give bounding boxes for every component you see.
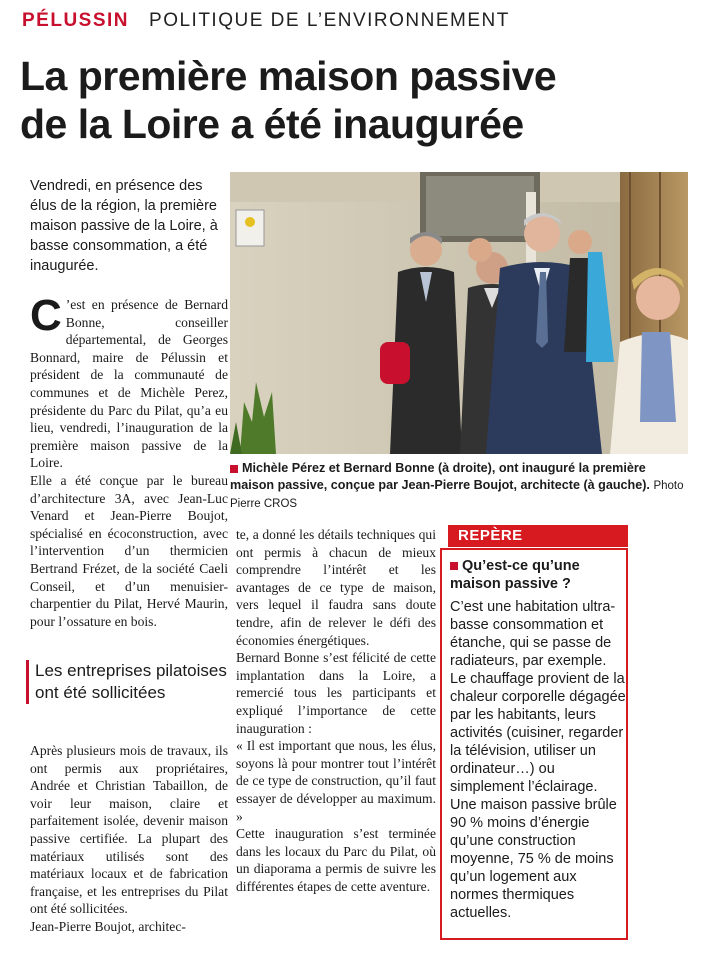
repere-body: C’est une habitation ultra-basse consommation et étanche, qui se passe de radiateurs, par exemple. Le chauffage provient de la chaleur corporelle dégagée par les habitants, leurs activités (cuisiner, regarder la télévision, utiliser un ordinateur…) ou simplement l’éclairage. Une maison passive brûle 90 % moins d’énergie qu’une construction moyenne, 75 % de moins qu’un logement aux normes thermiques actuelles. [450, 599, 626, 921]
paragraph [30, 291, 228, 472]
article-column-1-continued [30, 742, 228, 936]
photo-caption [230, 460, 688, 513]
headline-line-1: La première maison passive [20, 53, 557, 99]
section-label: POLITIQUE DE L’ENVIRONNEMENT [149, 10, 510, 31]
drop-cap: C [30, 291, 62, 340]
paragraph: te, a donné les détails techniques qui ont permis à chacun de mieux comprendre l’intérêt et les avantages de ce type de maison, vers lequel il faudra sans doute tendre, afin de relever le défi des économies énergétiques. [236, 527, 436, 648]
caption-text: Michèle Pérez et Bernard Bonne (à droite), ont inauguré la première maison passive, conçue par Jean-Pierre Boujot, architecte (à gauche). [230, 461, 650, 492]
article-kicker [22, 6, 510, 36]
paragraph: Bernard Bonne s’est félicité de cette implantation dans la Loire, a remercié tous les participants et expliqué l’importance de cette inauguration : [236, 650, 436, 736]
photo-credit: Photo Pierre CROS [230, 480, 684, 510]
question-square-marker [450, 562, 458, 570]
headline-line-2: de la Loire a été inaugurée [20, 101, 524, 147]
photo-illustration [230, 172, 688, 454]
repere-question-text: Qu’est-ce qu’une maison passive ? [450, 558, 580, 592]
subheading: Les entreprises pilatoises ont été sollicitées [26, 660, 235, 704]
paragraph: Elle a été conçue par le bureau d’architecture 3A, avec Jean-Luc Venard et Jean-Pierre Boujot, spécialisé en écoconstruction, avec l’intervention d’un thermicien Bertrand Frézet, de la société Caeli Conseil, et d’un menuisier-charpentier du Pilat, Hervé Maurin, pour l’ossature en bois. [30, 472, 228, 629]
article-column-1 [30, 291, 228, 630]
caption-square-marker [230, 465, 238, 473]
paragraph: Jean-Pierre Boujot, architec- [30, 918, 186, 934]
paragraph-text: ’est en présence de Bernard Bonne, conseiller départemental, de Georges Bonnard, maire de Pélussin et président de la communauté de communes et de Michèle Perez, présidente du Parc du Pilat, qu’a eu lieu, vendredi, l’inauguration de la première maison passive de la Loire. [30, 297, 228, 471]
standfirst: Vendredi, en présence des élus de la région, la première maison passive de la Loire, à basse consommation, a été inaugurée. [30, 178, 218, 274]
repere-question [450, 558, 622, 593]
paragraph: Après plusieurs mois de travaux, ils ont permis aux propriétaires, Andrée et Christian Tabaillon, de voir leur maison, claire et parfaitement isolée, devenir maison passive certifiée. La plupart des matériaux utilisés sont des matériaux locaux et de fabrication française, et les entreprises du Pilat ont été sollicitées. [30, 743, 228, 917]
quote: « Il est important que nous, les élus, soyons là pour montrer tout l’intérêt de ce type de construction, qu’il faut essayer de développer au maximum. » [236, 738, 436, 824]
town-label: PÉLUSSIN [22, 10, 130, 31]
article-column-2 [236, 526, 436, 895]
paragraph: Cette inauguration s’est terminée dans les locaux du Parc du Pilat, où un diaporama a permis de suivre les différentes étapes de cette aventure. [236, 826, 436, 894]
repere-tag: REPÈRE [448, 525, 628, 547]
headline [20, 52, 710, 148]
article-photo [230, 172, 688, 454]
